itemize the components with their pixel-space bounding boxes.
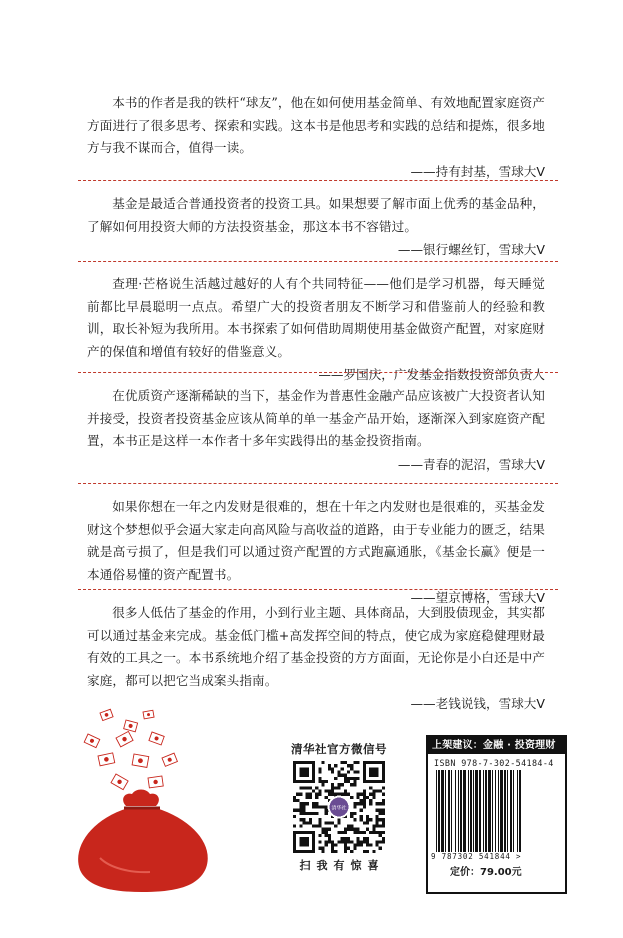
barcode-digits: 9 787302 541844 > [431, 852, 522, 861]
qr-center-badge: 清华社 [331, 805, 347, 812]
endorsement-text: 在优质资产逐渐稀缺的当下，基金作为普惠性金融产品应该被广大投资者认知并接受，投资者投资基金应该从简单的单一基金产品开始，逐渐深入到家庭资产配置，本书正是这样一本作者十多年实践得出的基金投资指南。 [87, 388, 545, 448]
wechat-qr-block [284, 741, 394, 873]
flying-banknote-icon [84, 734, 100, 748]
endorsement-attribution: ——青春的泥沼，雪球大V [397, 456, 545, 472]
endorsement-text: 本书的作者是我的铁杆“球友”，他在如何使用基金简单、有效地配置家庭资产方面进行了很多思考、探索和实践。这本书是他思考和实践的总结和提炼，很多地方与我不谋而合，值得一读。 [87, 95, 545, 155]
dashed-divider [78, 261, 558, 262]
flying-banknote-icon [111, 774, 128, 790]
dashed-divider [78, 372, 558, 373]
endorsement-text: 查理·芒格说生活越过越好的人有个共同特征——他们是学习机器，每天睡觉前都比早晨聪明一点点。希望广大的投资者朋友不断学习和借鉴前人的经验和教训，取长补短为我所用。本书探索了如何借助周期使用基金做资产配置，对家庭财产的保值和增值有较好的借鉴意义。 [87, 276, 545, 359]
shelf-suggestion: 上架建议：金融 · 投资理财 [428, 737, 565, 754]
dashed-divider [78, 589, 558, 590]
flying-banknote-icon [143, 710, 154, 719]
flying-banknote-icon [116, 731, 133, 746]
endorsement-attribution: ——罗国庆，广发基金指数投资部负责人 [318, 367, 545, 382]
flying-banknote-icon [148, 776, 163, 788]
endorsement-5 [87, 496, 545, 607]
endorsement-4 [87, 385, 545, 474]
qr-code-icon[interactable] [293, 761, 385, 853]
endorsement-1 [87, 92, 545, 181]
endorsement-text: 基金是最适合普通投资者的投资工具。如果想要了解市面上优秀的基金品种，了解如何用投资大师的方法投资基金，那这本书不容错过。 [87, 196, 545, 234]
flying-banknote-icon [98, 753, 115, 766]
barcode-box [426, 735, 567, 894]
endorsement-attribution: ——老钱说钱，雪球大V [410, 696, 545, 711]
qr-title: 清华社官方微信号 [291, 742, 387, 756]
price-label: 定价：79.00元 [450, 867, 522, 878]
endorsement-attribution: ——银行螺丝钉，雪球大V [397, 242, 545, 257]
endorsement-text: 如果你想在一年之内发财是很难的，想在十年之内发财也是很难的，买基金发财这个梦想似乎会逼大家走向高风险与高收益的道路，由于专业能力的匮乏，结果就是高亏损了，但是我们可以通过资产配置的方式跑赢通胀，《基金长赢》便是一本通俗易懂的资产配置书。 [87, 499, 545, 582]
dashed-divider [78, 483, 558, 484]
barcode-icon [434, 770, 559, 852]
money-bag-icon [70, 708, 220, 893]
qr-caption: 扫我有惊喜 [299, 859, 385, 872]
dashed-divider [78, 180, 558, 181]
flying-banknote-icon [100, 709, 113, 720]
flying-banknote-icon [124, 720, 138, 732]
flying-banknote-icon [162, 753, 177, 766]
endorsement-6 [87, 602, 545, 713]
endorsement-3 [87, 273, 545, 384]
flying-banknote-icon [132, 754, 149, 767]
endorsement-2 [87, 193, 545, 259]
endorsement-attribution: ——望京博格，雪球大V [410, 590, 545, 605]
flying-banknote-icon [149, 732, 164, 745]
endorsement-attribution: ——持有封基，雪球大V [410, 163, 545, 179]
isbn-text: ISBN 978-7-302-54184-4 [434, 758, 554, 768]
endorsement-text: 很多人低估了基金的作用，小到行业主题、具体商品，大到股债现金，其实都可以通过基金来完成。基金低门槛+高发挥空间的特点，使它成为家庭稳健理财最有效的工具之一。本书系统地介绍了基金投资的方方面面，无论你是小白还是中产家庭，都可以把它当成案头指南。 [87, 605, 545, 688]
